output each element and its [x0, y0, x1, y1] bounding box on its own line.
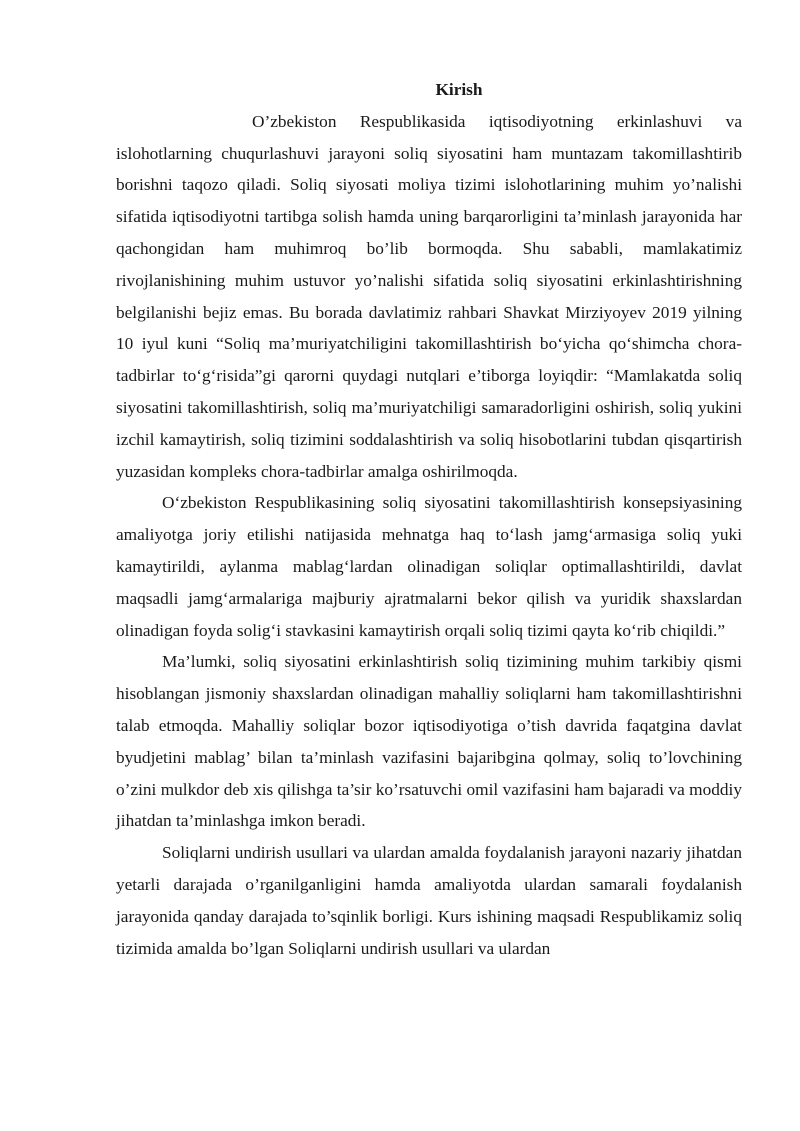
document-body — [116, 74, 742, 964]
section-heading: Kirish — [435, 80, 483, 99]
paragraph-local-taxes: Ma’lumki, soliq siyosatini erkinlashtirish soliq tizimining muhim tarkibiy qismi hisoblangan jismoniy shaxslardan olinadigan mahalliy soliqlarni ham takomillashtirishni talab etmoqda. Mahalliy soliqlar bozor iqtisodiyotiga o’tish davrida faqatgina davlat byudjetini mablag’ bilan ta’minlash vazifasini bajaribgina qolmay, soliq to’lovchining o’zini mulkdor deb xis qilishga ta’sir ko’rsatuvchi omil vazifasini ham bajaradi va moddiy jihatdan ta’minlashga imkon beradi. — [116, 652, 742, 831]
paragraph-concept: O‘zbekiston Respublikasining soliq siyosatini takomillashtirish konsepsiyasining amaliyotga joriy etilishi natijasida mehnatga haq to‘lash jamg‘armasiga soliq yuki kamaytirildi, aylanma mablag‘lardan olinadigan soliqlar optimallashtirildi, davlat maqsadli jamg‘armalariga majburiy ajratmalarni bekor qilish va yuridik shaxslardan olinadigan foyda solig‘i stavkasini kamaytirish orqali soliq tizimi qayta ko‘rib chiqildi.” — [116, 493, 742, 640]
paragraph-course-goal: Soliqlarni undirish usullari va ulardan amalda foydalanish jarayoni nazariy jihatdan yetarli darajada o’rganilganligini hamda amaliyotda ulardan samarali foydalanish jarayonida qanday darajada to’sqinlik borligi. Kurs ishining maqsadi Respublikamiz soliq tizimida amalda bo’lgan Soliqlarni undirish usullari va ulardan — [116, 843, 742, 958]
paragraph-intro: O’zbekiston Respublikasida iqtisodiyotning erkinlashuvi va islohotlarning chuqurlashuvi jarayoni soliq siyosatini ham muntazam takomillashtirib borishni taqozo qiladi. Soliq siyosati moliya tizimi islohotlarining muhim yo’nalishi sifatida iqtisodiyotni tartibga solish hamda uning barqarorligini ta’minlash jarayonida har qachongidan ham muhimroq bo’lib bormoqda. Shu sababli, mamlakatimiz rivojlanishining muhim ustuvor yo’nalishi sifatida soliq siyosatini erkinlashtirishning belgilanishi bejiz emas. Bu borada davlatimiz rahbari Shavkat Mirziyoyev 2019 yilning 10 iyul kuni “Soliq ma’muriyatchiligini takomillashtirish bo‘yicha qo‘shimcha chora-tadbirlar to‘g‘risida”gi qarorni quydagi nutqlari e’tiborga loyiqdir: “Mamlakatda soliq siyosatini takomillashtirish, soliq ma’muriyatchiligi samaradorligini oshirish, soliq yukini izchil kamaytirish, soliq tizimini soddalashtirish va soliq hisobotlarini tubdan qisqartirish yuzasidan kompleks chora-tadbirlar amalga oshirilmoqda. — [116, 111, 742, 481]
